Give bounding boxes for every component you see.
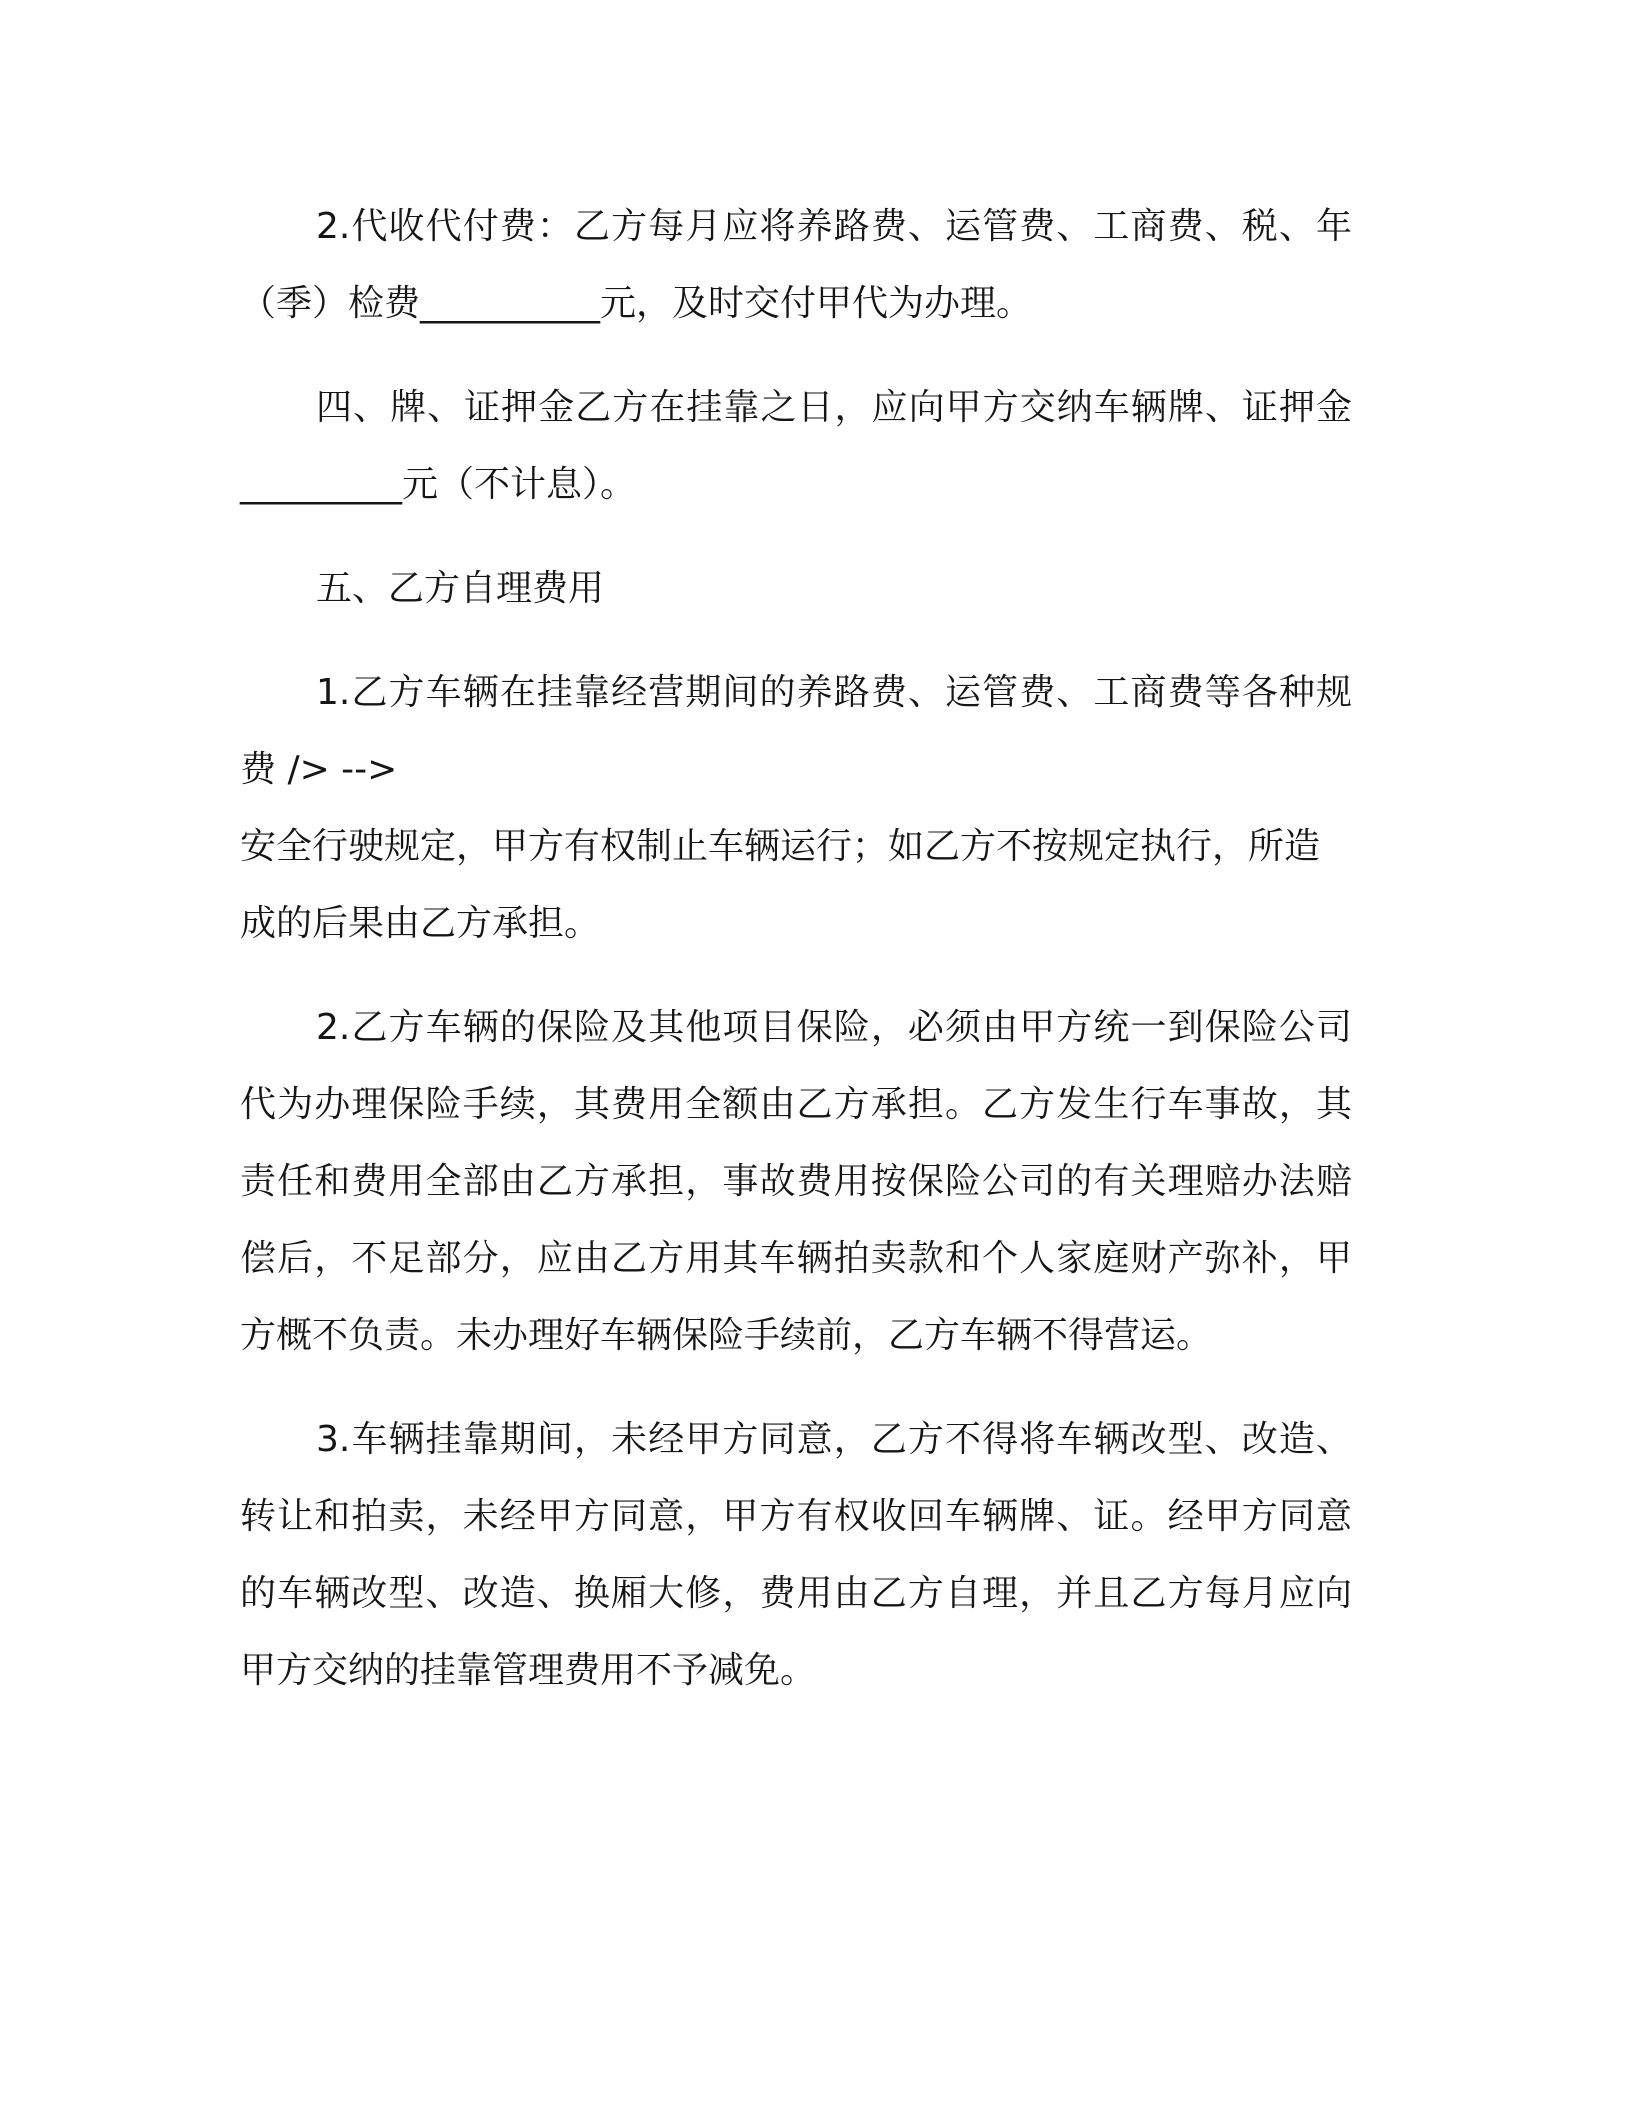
paragraph-agency-fees: 2.代收代付费：乙方每月应将养路费、运管费、工商费、税、年（季）检费__________元，及时交付甲代为办理。 [240,206,1352,324]
document-body [240,188,1352,1736]
paragraph-fees-self-paid: 1.乙方车辆在挂靠经营期间的养路费、运管费、工商费等各种规费 /> --> [240,672,1352,790]
paragraph-safety-rules: 安全行驶规定，甲方有权制止车辆运行；如乙方不按规定执行，所造成的后果由乙方承担。 [240,826,1321,944]
paragraph-vehicle-modification: 3.车辆挂靠期间，未经甲方同意，乙方不得将车辆改型、改造、转让和拍卖，未经甲方同意，甲方有权收回车辆牌、证。经甲方同意的车辆改型、改造、换厢大修，费用由乙方自理，并且乙方每月应向甲方交纳的挂靠管理费用不予减免。 [240,1419,1352,1691]
paragraph-insurance: 2.乙方车辆的保险及其他项目保险，必须由甲方统一到保险公司代为办理保险手续，其费用全额由乙方承担。乙方发生行车事故，其责任和费用全部由乙方承担，事故费用按保险公司的有关理赔办法赔偿后，不足部分，应由乙方用其车辆拍卖款和个人家庭财产弥补，甲方概不负责。未办理好车辆保险手续前，乙方车辆不得营运。 [240,1007,1352,1356]
heading-self-paid-fees: 五、乙方自理费用 [316,568,605,609]
paragraph-plate-deposit: 四、牌、证押金乙方在挂靠之日，应向甲方交纳车辆牌、证押金_________元（不计息）。 [240,387,1352,505]
